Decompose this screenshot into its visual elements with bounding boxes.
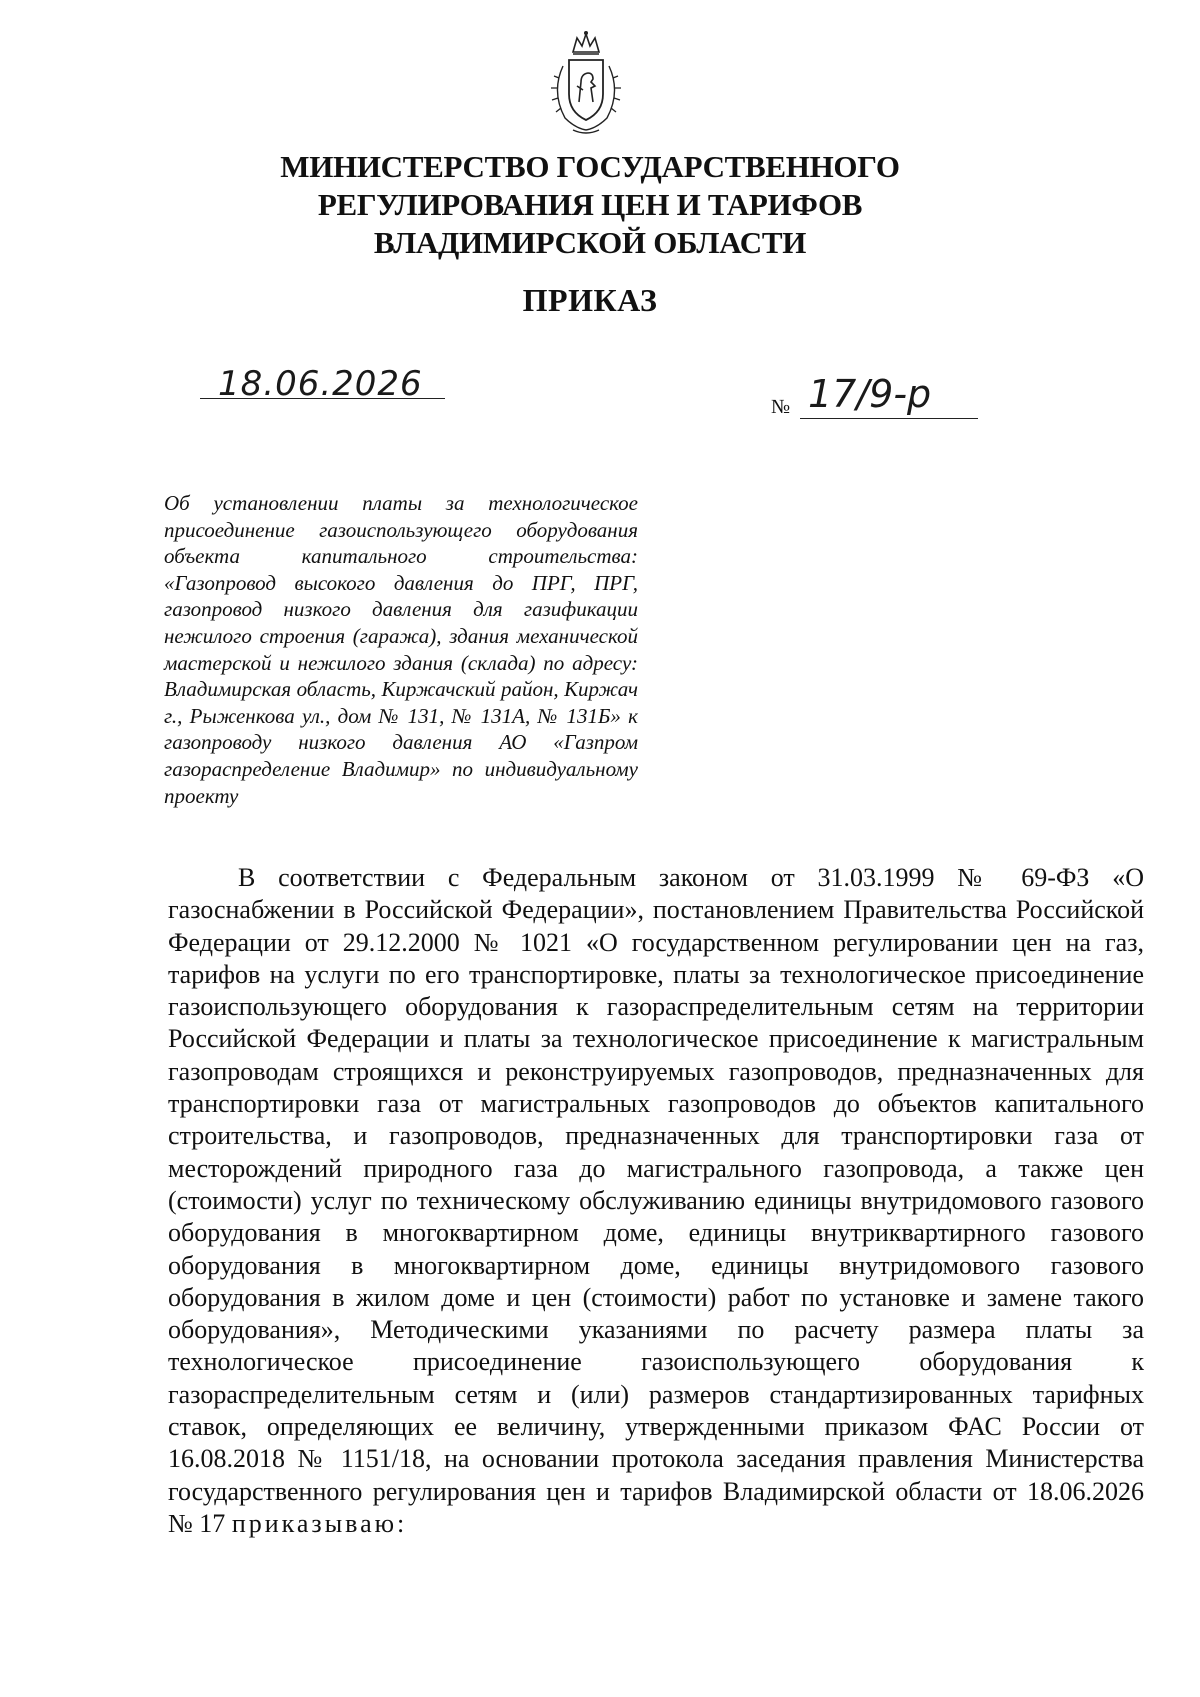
document-type-title: ПРИКАЗ xyxy=(522,282,658,318)
number-sign: № xyxy=(771,396,791,418)
handwritten-date: 18.06.2026 xyxy=(218,364,423,404)
coat-of-arms-icon xyxy=(543,30,629,138)
preamble-paragraph xyxy=(168,862,1144,1540)
ministry-name xyxy=(200,148,980,262)
preamble-text: В соответствии с Федеральным законом от 31.03.1999 № 69-ФЗ «О газоснабжении в Российской Федерации», постановлением Правительства Российской Федерации от 29.12.2000 № 1021 «О государственном регулировании цен на газ, тарифов на услуги по его транспортировке, платы за технологическое присоединение газоиспользующего оборудования к газораспределительным сетям на территории Российской Федерации и платы за технологическое присоединение к магистральным газопроводам строящихся и реконструируемых газопроводов, предназначенных для транспортировки газа от магистральных газопроводов до объектов капитального строительства, и газопроводов, предназначенных для транспортировки газа от месторождений природного газа до магистрального газопровода, а также цен (стоимости) услуг по техническому обслуживанию единицы внутридомового газового оборудования в многоквартирном доме, единицы внутриквартирного газового оборудования в многоквартирном доме, единицы внутридомового газового оборудования в жилом доме и цен (стоимости) работ по установке и замене такого оборудования», Методическими указаниями по расчету размера платы за технологическое присоединение газоиспользующего оборудования к газораспределительным сетям и (или) размеров стандартизированных тарифных ставок, определяющих ее величину, утвержденными приказом ФАС России от 16.08.2018 № 1151/18, на основании протокола заседания правления Министерства государственного регулирования цен и тарифов Владимирской области от 18.06.2026 № 17 xyxy=(168,863,1144,1538)
ministry-name-line-1: МИНИСТЕРСТВО ГОСУДАРСТВЕННОГО xyxy=(280,149,900,184)
ministry-name-line-3: ВЛАДИМИРСКОЙ ОБЛАСТИ xyxy=(373,225,807,260)
closing-word: приказываю: xyxy=(231,1508,408,1538)
date-underline xyxy=(200,398,445,399)
number-underline xyxy=(800,418,978,419)
handwritten-number: 17/9-р xyxy=(808,372,932,416)
order-subject: Об установлении платы за технологическое присоединение газоиспользующего оборудования объекта капитального строительства: «Газопровод высокого давления до ПРГ, ПРГ, газопровод низкого давления для газификации нежилого строения (гаража), здания механической мастерской и нежилого здания (склада) по адресу: Владимирская область, Киржачский район, Киржач г., Рыженкова ул., дом № 131, № 131А, № 131Б» к газопроводу низкого давления АО «Газпром газораспределение Владимир» по индивидуальному проекту xyxy=(164,491,638,808)
order-body xyxy=(168,862,1144,1540)
ministry-name-line-2: РЕГУЛИРОВАНИЯ ЦЕН И ТАРИФОВ xyxy=(317,187,863,222)
